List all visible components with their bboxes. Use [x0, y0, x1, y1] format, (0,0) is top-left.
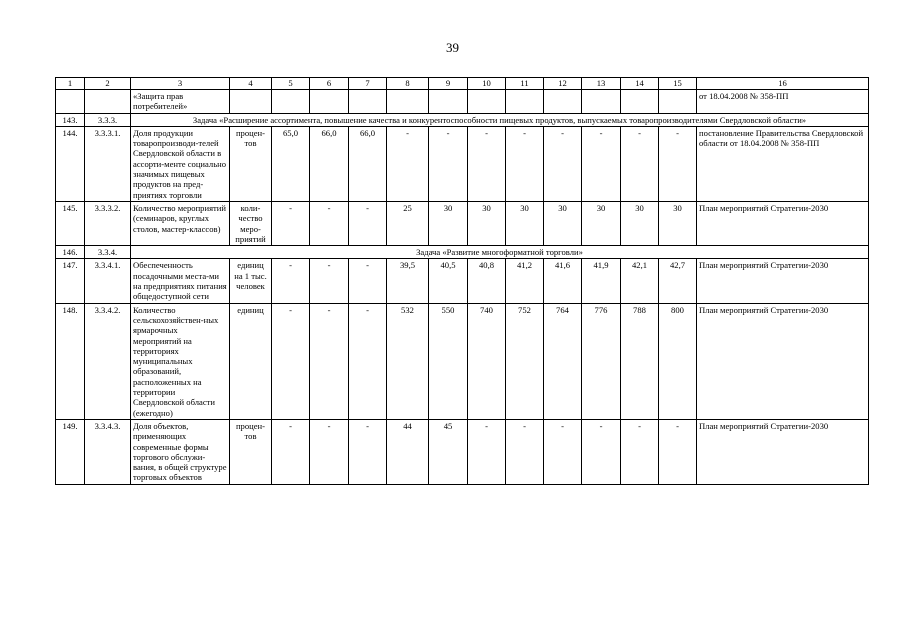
value-cell: - [310, 259, 349, 303]
value-cell: 40,8 [468, 259, 506, 303]
row-number: 147. [56, 259, 85, 303]
indicator-name: «Защита прав потребителей» [131, 90, 230, 114]
value-cell: 45 [429, 419, 468, 484]
value-cell: 41,2 [506, 259, 544, 303]
value-cell: 776 [582, 303, 621, 419]
column-number-cell: 10 [468, 78, 506, 90]
column-number-cell: 13 [582, 78, 621, 90]
table-row [56, 303, 869, 419]
value-cell: 25 [387, 201, 429, 245]
task-title: Задача «Развитие многоформатной торговли» [131, 246, 869, 259]
column-number-cell: 4 [230, 78, 272, 90]
row-number: 144. [56, 126, 85, 201]
value-cell: 30 [429, 201, 468, 245]
indicator-name: Количество мероприятий (семинаров, круглых столов, мастер-классов) [131, 201, 230, 245]
column-number-cell: 15 [659, 78, 697, 90]
value-cell: - [621, 126, 659, 201]
column-number-cell: 9 [429, 78, 468, 90]
value-cell: 764 [544, 303, 582, 419]
value-cell: 65,0 [272, 126, 310, 201]
value-cell: - [272, 303, 310, 419]
value-cell: - [310, 419, 349, 484]
task-row [56, 246, 869, 259]
column-number-cell: 16 [697, 78, 869, 90]
source-document: от 18.04.2008 № 358-ПП [697, 90, 869, 114]
value-cell [621, 90, 659, 114]
value-cell: - [272, 201, 310, 245]
table-row [56, 90, 869, 114]
value-cell [349, 90, 387, 114]
value-cell: - [429, 126, 468, 201]
value-cell [659, 90, 697, 114]
source-document: План мероприятий Стратегии-2030 [697, 201, 869, 245]
value-cell: - [349, 303, 387, 419]
source-document: План мероприятий Стратегии-2030 [697, 419, 869, 484]
column-number-cell: 2 [85, 78, 131, 90]
value-cell: 788 [621, 303, 659, 419]
column-number-row [56, 78, 869, 90]
value-cell [387, 90, 429, 114]
value-cell: - [272, 419, 310, 484]
table-row [56, 126, 869, 201]
value-cell: 30 [468, 201, 506, 245]
row-code [85, 90, 131, 114]
indicator-name: Обеспеченность посадочными места-ми на предприятиях питания общедоступной сети [131, 259, 230, 303]
row-number: 148. [56, 303, 85, 419]
table-row [56, 419, 869, 484]
row-number: 149. [56, 419, 85, 484]
row-code: 3.3.3. [85, 113, 131, 126]
row-number: 143. [56, 113, 85, 126]
value-cell: 39,5 [387, 259, 429, 303]
value-cell: - [544, 419, 582, 484]
value-cell: 42,1 [621, 259, 659, 303]
value-cell: - [468, 419, 506, 484]
value-cell: - [387, 126, 429, 201]
row-code: 3.3.4.1. [85, 259, 131, 303]
column-number-cell: 1 [56, 78, 85, 90]
value-cell: 42,7 [659, 259, 697, 303]
value-cell: 66,0 [349, 126, 387, 201]
value-cell: - [349, 259, 387, 303]
value-cell: - [582, 419, 621, 484]
table-row [56, 259, 869, 303]
value-cell [544, 90, 582, 114]
row-number: 146. [56, 246, 85, 259]
row-code: 3.3.3.2. [85, 201, 131, 245]
value-cell [310, 90, 349, 114]
value-cell: 66,0 [310, 126, 349, 201]
column-number-cell: 7 [349, 78, 387, 90]
column-number-cell: 11 [506, 78, 544, 90]
value-cell: 30 [582, 201, 621, 245]
value-cell: 752 [506, 303, 544, 419]
unit-of-measure: коли-чество меро-приятий [230, 201, 272, 245]
source-document: постановление Правительства Свердловской области от 18.04.2008 № 358-ПП [697, 126, 869, 201]
value-cell [230, 90, 272, 114]
value-cell: - [621, 419, 659, 484]
row-code: 3.3.3.1. [85, 126, 131, 201]
unit-of-measure: единиц [230, 303, 272, 419]
value-cell: 30 [621, 201, 659, 245]
row-code: 3.3.4.2. [85, 303, 131, 419]
column-number-cell: 12 [544, 78, 582, 90]
value-cell: 740 [468, 303, 506, 419]
value-cell: - [506, 419, 544, 484]
value-cell: - [659, 419, 697, 484]
column-number-cell: 5 [272, 78, 310, 90]
value-cell [468, 90, 506, 114]
value-cell: 41,6 [544, 259, 582, 303]
value-cell: 30 [506, 201, 544, 245]
task-row [56, 113, 869, 126]
value-cell [272, 90, 310, 114]
row-number: 145. [56, 201, 85, 245]
column-number-cell: 3 [131, 78, 230, 90]
row-number [56, 90, 85, 114]
value-cell: 41,9 [582, 259, 621, 303]
value-cell [506, 90, 544, 114]
value-cell: - [544, 126, 582, 201]
value-cell: 30 [659, 201, 697, 245]
column-number-cell: 6 [310, 78, 349, 90]
value-cell [429, 90, 468, 114]
unit-of-measure: процен-тов [230, 419, 272, 484]
value-cell: - [468, 126, 506, 201]
value-cell: 532 [387, 303, 429, 419]
row-code: 3.3.4.3. [85, 419, 131, 484]
value-cell: - [349, 419, 387, 484]
value-cell: - [506, 126, 544, 201]
row-code: 3.3.4. [85, 246, 131, 259]
unit-of-measure: процен-тов [230, 126, 272, 201]
value-cell: 800 [659, 303, 697, 419]
page-number: 39 [446, 40, 459, 55]
column-number-cell: 14 [621, 78, 659, 90]
value-cell: - [310, 303, 349, 419]
unit-of-measure: единиц на 1 тыс. человек [230, 259, 272, 303]
task-title: Задача «Расширение ассортимента, повышение качества и конкурентоспособности пищевых продуктов, выпускаемых товаропроизводителями Свердловской области» [131, 113, 869, 126]
source-document: План мероприятий Стратегии-2030 [697, 303, 869, 419]
value-cell: 44 [387, 419, 429, 484]
value-cell: - [272, 259, 310, 303]
value-cell: - [349, 201, 387, 245]
table-row [56, 201, 869, 245]
value-cell: 30 [544, 201, 582, 245]
value-cell: - [582, 126, 621, 201]
column-number-cell: 8 [387, 78, 429, 90]
source-document: План мероприятий Стратегии-2030 [697, 259, 869, 303]
indicator-name: Доля продукции товаропроизводи-телей Свердловской области в ассорти-менте социально значимых пищевых продуктов на пред-приятиях торговли [131, 126, 230, 201]
value-cell: 550 [429, 303, 468, 419]
value-cell: - [310, 201, 349, 245]
indicator-name: Доля объектов, применяющих современные формы торгового обслужи-вания, в общей структуре торговых объектов [131, 419, 230, 484]
value-cell: - [659, 126, 697, 201]
value-cell: 40,5 [429, 259, 468, 303]
indicators-table [55, 77, 869, 485]
value-cell [582, 90, 621, 114]
indicator-name: Количество сельскохозяйствен-ных ярмарочных мероприятий на территориях муниципальных образований, расположенных на территории Свердловской области (ежегодно) [131, 303, 230, 419]
table-body [56, 78, 869, 485]
